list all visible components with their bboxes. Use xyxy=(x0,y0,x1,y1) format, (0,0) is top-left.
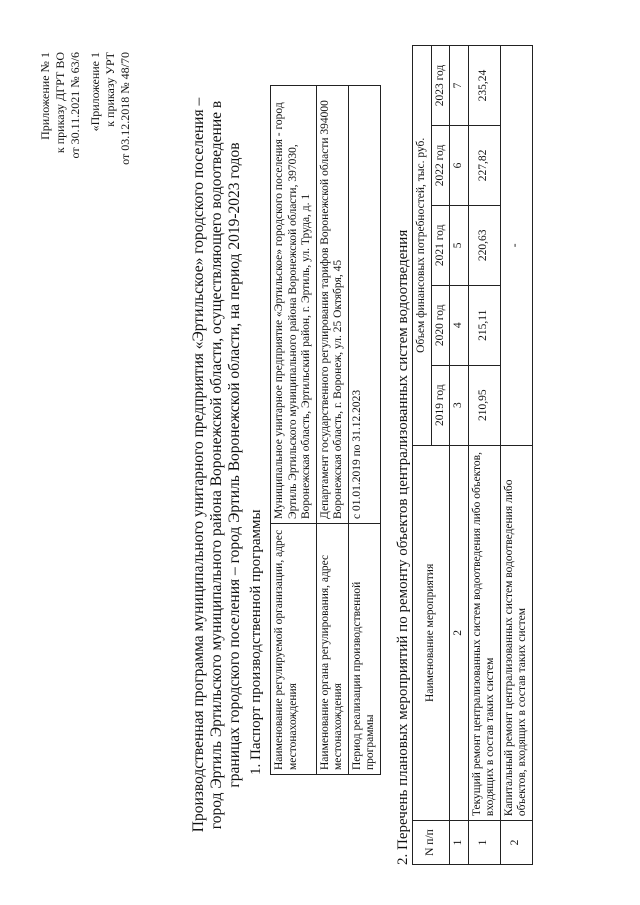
annotation-line: к приказу ДГРТ ВО xyxy=(53,52,67,154)
table-header-row xyxy=(413,46,432,865)
annotation-current xyxy=(38,52,83,158)
section2-heading: 2. Перечень плановых мероприятий по ремонту объектов централизованных систем водоотведения xyxy=(395,229,411,865)
row-name: Текущий ремонт централизованных систем водоотведения либо объектов, входящих в состав таких систем xyxy=(468,445,500,820)
row-number: 2 xyxy=(500,821,532,865)
column-header-year: 2023 год xyxy=(431,46,450,126)
table-row xyxy=(271,86,317,775)
index-cell: 2 xyxy=(450,445,469,820)
column-header-year: 2020 год xyxy=(431,285,450,365)
table-row xyxy=(500,46,532,865)
passport-label: Период реализации производственной программы xyxy=(348,524,380,775)
table-row xyxy=(348,86,380,775)
passport-value: с 01.01.2019 по 31.12.2023 xyxy=(348,86,380,524)
column-header-group: Объем финансовых потребностей, тыс. руб. xyxy=(413,46,432,446)
merged-value-cell: - xyxy=(500,46,532,446)
column-header-number: N п/п xyxy=(413,821,450,865)
index-cell: 6 xyxy=(450,126,469,206)
value-cell: 210,95 xyxy=(468,365,500,445)
value-cell: 235,24 xyxy=(468,46,500,126)
title-line: город Эртиль Эртильского муниципального района Воронежской области, осуществляющего водоотведение в xyxy=(208,100,225,830)
table-row xyxy=(316,86,348,775)
index-cell: 1 xyxy=(450,821,469,865)
value-cell: 215,11 xyxy=(468,285,500,365)
annotation-line: от 03.12.2018 № 48/70 xyxy=(118,52,132,165)
row-name: Капитальный ремонт централизованных систем водоотведения либо объектов, входящих в состав таких систем xyxy=(500,445,532,820)
passport-label: Наименование регулируемой организации, адрес местонахождения xyxy=(271,524,317,775)
passport-value: Департамент государственного регулирования тарифов Воронежской области 394000 Воронежская область, г. Воронеж, ул. 25 Октября, 45 xyxy=(316,86,348,524)
column-header-year: 2022 год xyxy=(431,126,450,206)
value-cell: 220,63 xyxy=(468,205,500,285)
passport-value: Муниципальное унитарное предприятие «Эртильское» городского поселения - город Эртиль Эртильского муниципального района Воронежской области, 397030, Воронежская область, Эртильский район, г. Эртиль, ул. Труда, д. 1 xyxy=(271,86,317,524)
passport-table xyxy=(270,85,381,775)
annotation-line: от 30.11.2021 № 63/6 xyxy=(68,52,82,159)
title-line: Производственная программа муниципального унитарного предприятия «Эртильское» городского поселения – xyxy=(190,97,207,833)
row-number: 1 xyxy=(468,821,500,865)
index-cell: 4 xyxy=(450,285,469,365)
table-index-row xyxy=(450,46,469,865)
annotation-line: «Приложение 1 xyxy=(88,52,102,132)
document-title xyxy=(190,85,244,845)
annotation-line: Приложение № 1 xyxy=(38,52,52,140)
index-cell: 5 xyxy=(450,205,469,285)
index-cell: 7 xyxy=(450,46,469,126)
passport-label: Наименование органа регулирования, адрес местонахождения xyxy=(316,524,348,775)
value-cell: 227,82 xyxy=(468,126,500,206)
title-line: границах городского поселения – город Эртиль Воронежской области, на период 2019-2023 годов xyxy=(226,142,243,788)
section1-heading: 1. Паспорт производственной программы xyxy=(248,509,264,775)
annotation-previous xyxy=(88,52,133,165)
index-cell: 3 xyxy=(450,365,469,445)
column-header-name: Наименование мероприятия xyxy=(413,445,450,820)
measures-table xyxy=(412,45,533,865)
annotation-line: к приказу УРТ xyxy=(103,52,117,127)
table-row xyxy=(468,46,500,865)
column-header-year: 2021 год xyxy=(431,205,450,285)
column-header-year: 2019 год xyxy=(431,365,450,445)
